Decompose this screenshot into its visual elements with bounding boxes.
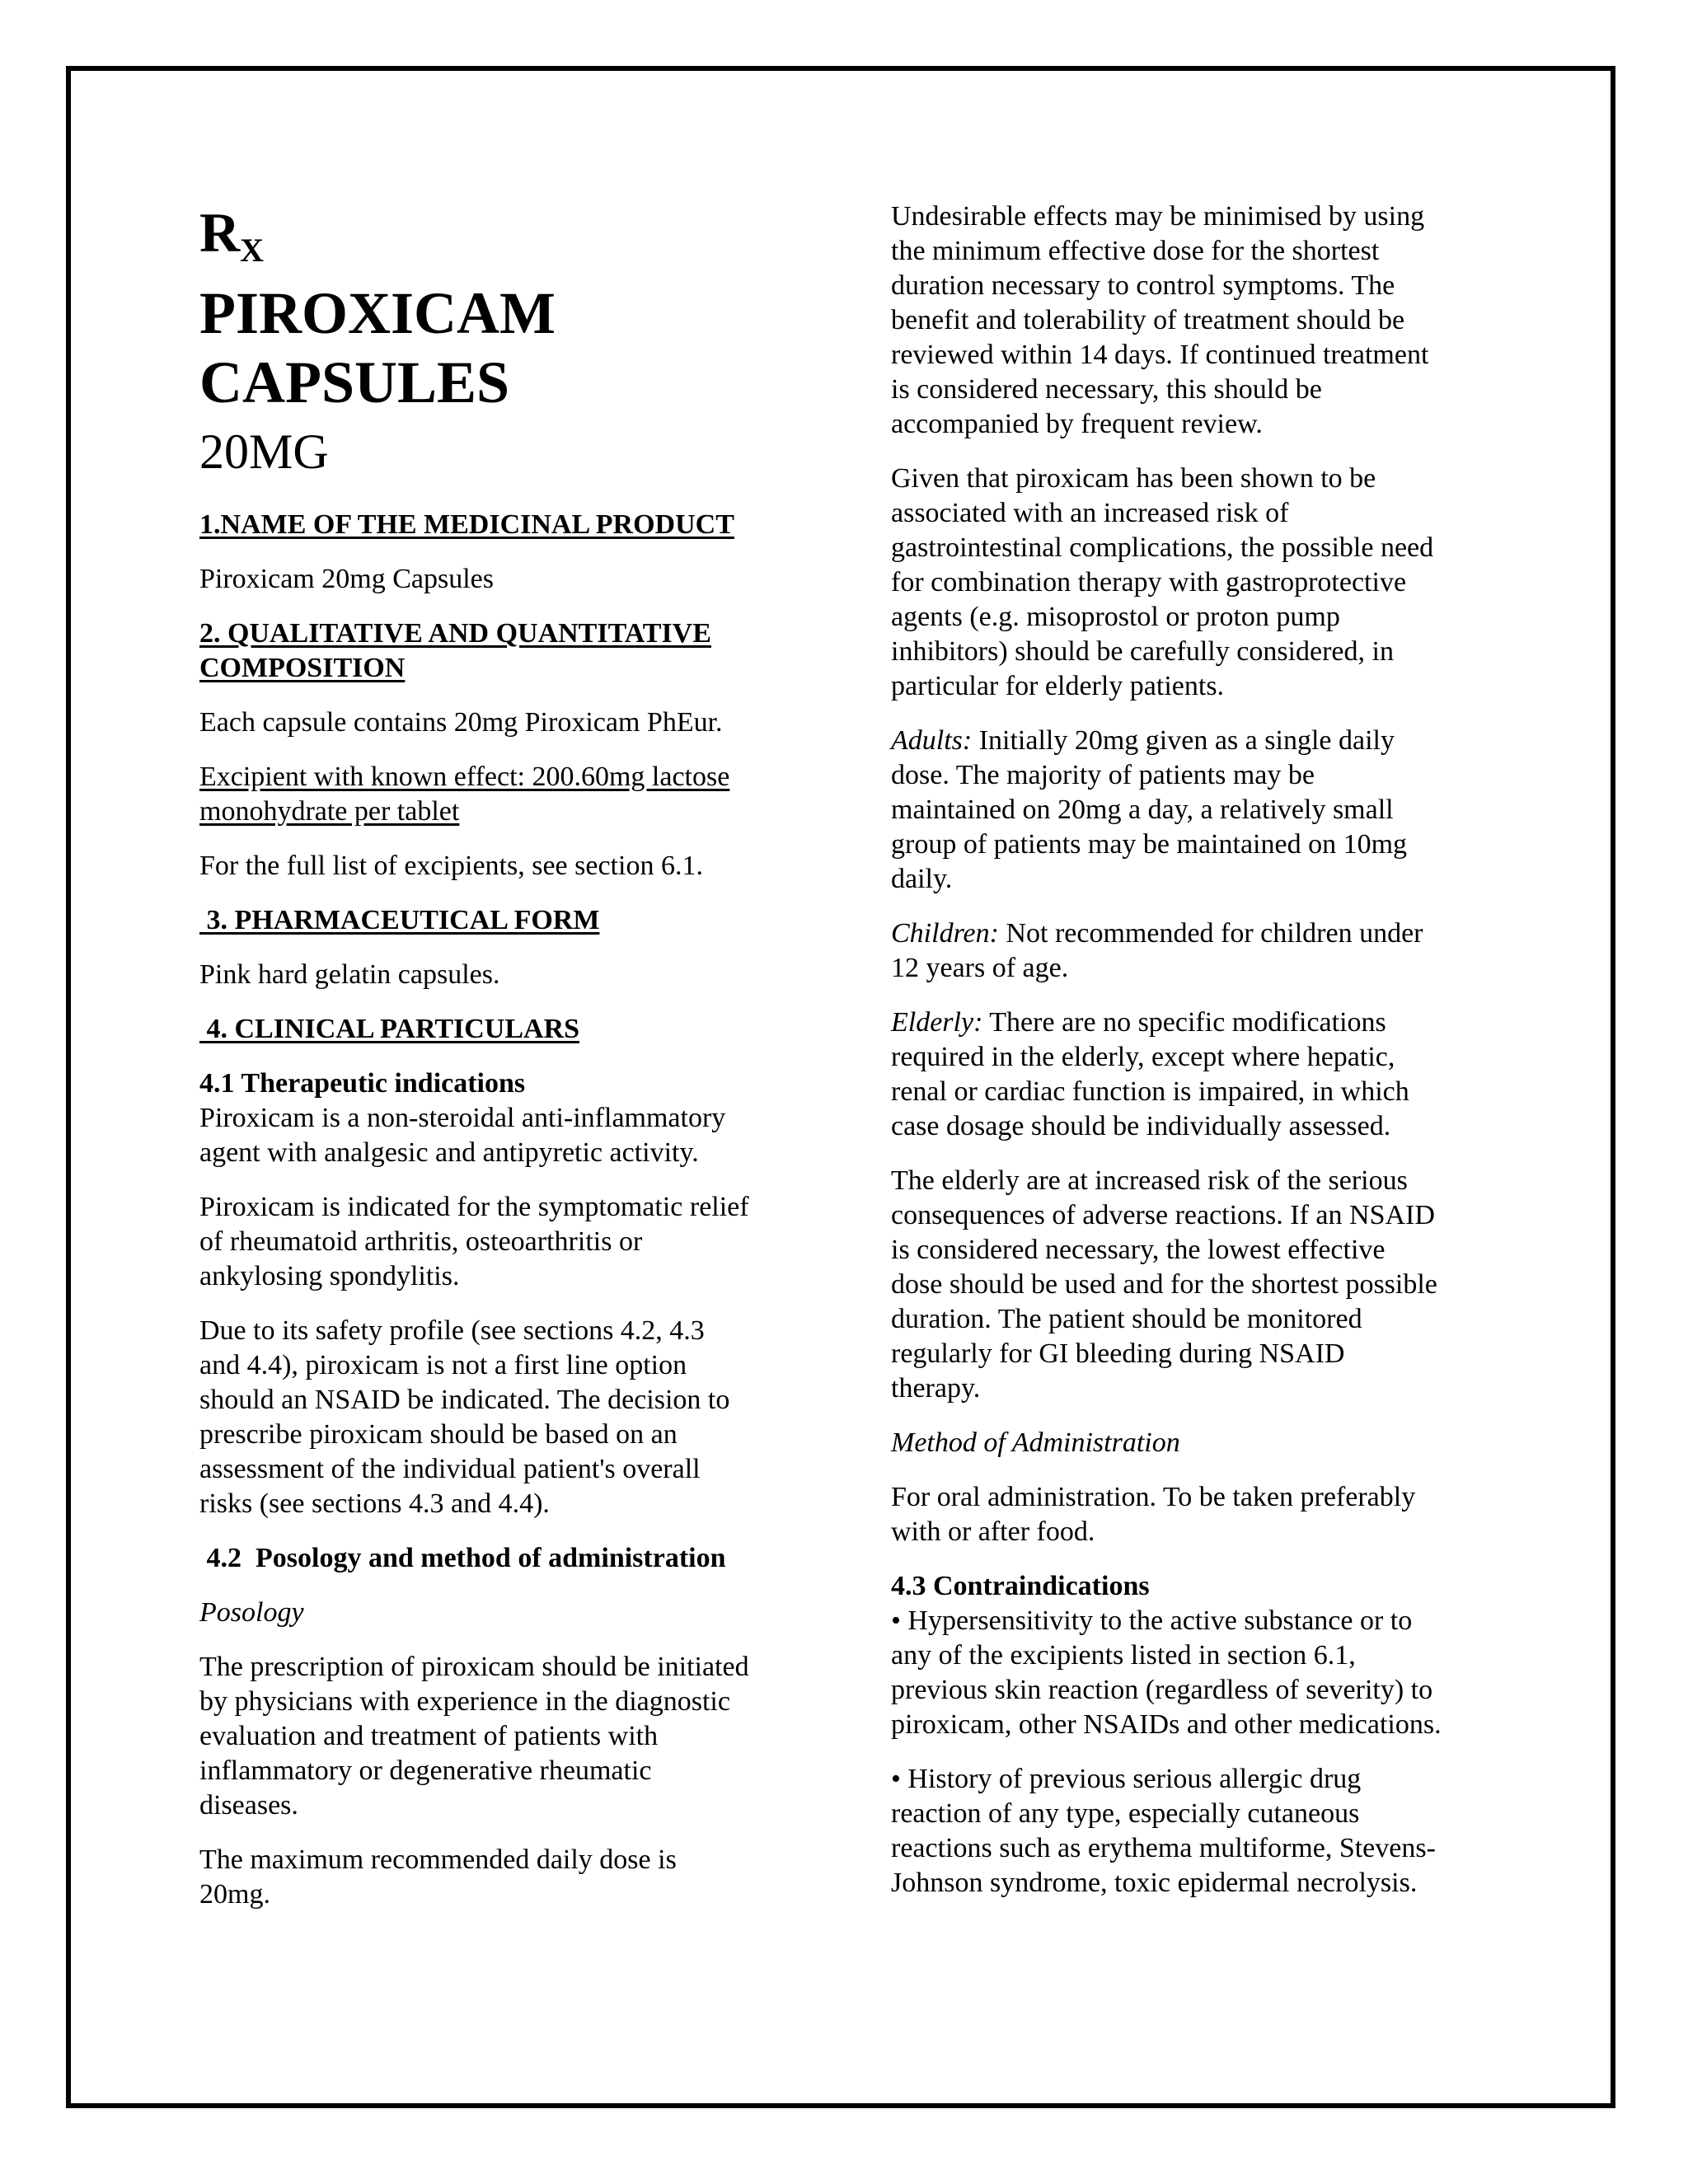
- posology-p1-line-4: inflammatory or degenerative rheumatic: [199, 1755, 652, 1786]
- adults-line-3: maintained on 20mg a day, a relatively small: [891, 794, 1394, 825]
- rx-sub: X: [240, 232, 264, 269]
- method-line-2: with or after food.: [891, 1516, 1095, 1547]
- children-line-1: [891, 916, 1423, 951]
- s41-p2-line-1: Piroxicam is indicated for the symptomatic relief: [199, 1192, 749, 1222]
- posology-p2-line-2: 20mg.: [199, 1879, 270, 1910]
- title-line-1: PIROXICAM: [199, 280, 556, 346]
- section-1-text: Piroxicam 20mg Capsules: [199, 564, 494, 594]
- elderly-risk-line-5: duration. The patient should be monitored: [891, 1304, 1362, 1334]
- elderly-risk-line-3: is considered necessary, the lowest effective: [891, 1235, 1386, 1265]
- bullet-1-line-2: any of the excipients listed in section 6.1,: [891, 1640, 1356, 1671]
- s41-p1-line-1: Piroxicam is a non-steroidal anti-inflammatory: [199, 1103, 726, 1133]
- elderly-risk-line-2: consequences of adverse reactions. If an NSAID: [891, 1200, 1435, 1230]
- r-p1-line-6: is considered necessary, this should be: [891, 374, 1322, 405]
- section-4-1-heading: 4.1 Therapeutic indications: [199, 1068, 526, 1099]
- r-p2-line-2: associated with an increased risk of: [891, 498, 1289, 528]
- full-list-text: For the full list of excipients, see section 6.1.: [199, 851, 703, 881]
- elderly-risk-line-1: The elderly are at increased risk of the serious: [891, 1165, 1408, 1196]
- r-p1-line-5: reviewed within 14 days. If continued treatment: [891, 340, 1429, 370]
- adults-line-1: [891, 724, 1395, 758]
- s41-p3-line-2: and 4.4), piroxicam is not a first line option: [199, 1350, 687, 1380]
- excipient-line-2: monohydrate per tablet: [199, 796, 460, 827]
- r-p1-line-4: benefit and tolerability of treatment should be: [891, 305, 1405, 335]
- s41-p3-line-3: should an NSAID be indicated. The decision to: [199, 1385, 730, 1415]
- s41-p3-line-5: assessment of the individual patient's overall: [199, 1454, 701, 1484]
- elderly-line-2: required in the elderly, except where hepatic,: [891, 1042, 1395, 1072]
- s41-p3-line-4: prescribe piroxicam should be based on an: [199, 1419, 678, 1450]
- s41-p1-line-2: agent with analgesic and antipyretic activity.: [199, 1137, 699, 1168]
- children-text: Not recommended for children under: [998, 918, 1423, 949]
- bullet-2-line-1: • History of previous serious allergic drug: [891, 1764, 1362, 1794]
- adults-text: Initially 20mg given as a single daily: [972, 725, 1395, 756]
- product-strength: 20MG: [199, 424, 329, 479]
- bullet-2-line-4: Johnson syndrome, toxic epidermal necrolysis.: [891, 1868, 1418, 1898]
- elderly-line-4: case dosage should be individually assessed.: [891, 1111, 1391, 1141]
- posology-p1-line-3: evaluation and treatment of patients with: [199, 1721, 659, 1751]
- elderly-line-1: [891, 1005, 1386, 1040]
- section-2-heading-line-2: COMPOSITION: [199, 653, 406, 683]
- r-p1-line-1: Undesirable effects may be minimised by using: [891, 201, 1425, 232]
- rx-main: R: [199, 201, 241, 264]
- r-p2-line-3: gastrointestinal complications, the possible need: [891, 532, 1434, 563]
- s41-p3-line-1: Due to its safety profile (see sections 4.2, 4.3: [199, 1315, 705, 1346]
- bullet-2-line-3: reactions such as erythema multiforme, Stevens-: [891, 1833, 1436, 1863]
- adults-line-5: daily.: [891, 864, 953, 894]
- section-1-heading: 1.NAME OF THE MEDICINAL PRODUCT: [199, 509, 734, 540]
- s41-p3-line-6: risks (see sections 4.3 and 4.4).: [199, 1488, 550, 1519]
- section-2-heading-line-1: 2. QUALITATIVE AND QUANTITATIVE: [199, 618, 711, 649]
- title-line-2: CAPSULES: [199, 349, 510, 415]
- section-3-heading: 3. PHARMACEUTICAL FORM: [199, 905, 600, 935]
- posology-label: Posology: [199, 1597, 304, 1628]
- elderly-risk-line-4: dose should be used and for the shortest possible: [891, 1269, 1437, 1300]
- bullet-1-line-1: • Hypersensitivity to the active substance or to: [891, 1605, 1413, 1636]
- children-line-2: 12 years of age.: [891, 953, 1069, 983]
- method-of-administration-label: Method of Administration: [891, 1427, 1180, 1458]
- adults-label: Adults:: [891, 725, 973, 756]
- elderly-label: Elderly:: [891, 1007, 983, 1038]
- section-3-text: Pink hard gelatin capsules.: [199, 959, 500, 990]
- method-line-1: For oral administration. To be taken preferably: [891, 1482, 1416, 1512]
- product-title: [199, 279, 556, 417]
- r-p2-line-1: Given that piroxicam has been shown to be: [891, 463, 1376, 494]
- r-p2-line-6: inhibitors) should be carefully considered, in: [891, 636, 1394, 667]
- bullet-1-line-4: piroxicam, other NSAIDs and other medications.: [891, 1709, 1442, 1740]
- r-p2-line-4: for combination therapy with gastroprotective: [891, 567, 1407, 598]
- r-p1-line-2: the minimum effective dose for the shortest: [891, 236, 1380, 266]
- section-4-heading: 4. CLINICAL PARTICULARS: [199, 1014, 580, 1044]
- r-p2-line-7: particular for elderly patients.: [891, 671, 1225, 701]
- children-label: Children:: [891, 918, 999, 949]
- elderly-risk-line-6: regularly for GI bleeding during NSAID: [891, 1338, 1345, 1369]
- section-4-3-heading: 4.3 Contraindications: [891, 1571, 1150, 1601]
- s41-p2-line-3: ankylosing spondylitis.: [199, 1261, 460, 1291]
- posology-p1-line-5: diseases.: [199, 1790, 298, 1821]
- bullet-2-line-2: reaction of any type, especially cutaneous: [891, 1798, 1360, 1829]
- r-p1-line-7: accompanied by frequent review.: [891, 409, 1263, 439]
- posology-p2-line-1: The maximum recommended daily dose is: [199, 1844, 677, 1875]
- posology-p1-line-1: The prescription of piroxicam should be initiated: [199, 1652, 749, 1682]
- section-4-2-heading: 4.2 Posology and method of administration: [199, 1543, 726, 1573]
- r-p2-line-5: agents (e.g. misoprostol or proton pump: [891, 602, 1340, 632]
- excipient-line-1: Excipient with known effect: 200.60mg lactose: [199, 762, 730, 792]
- bullet-1-line-3: previous skin reaction (regardless of severity) to: [891, 1675, 1433, 1705]
- rx-symbol: [199, 201, 264, 269]
- adults-line-4: group of patients may be maintained on 10mg: [891, 829, 1408, 860]
- s41-p2-line-2: of rheumatoid arthritis, osteoarthritis or: [199, 1226, 643, 1257]
- elderly-text: There are no specific modifications: [982, 1007, 1386, 1038]
- section-2-text: Each capsule contains 20mg Piroxicam PhEur.: [199, 707, 723, 738]
- elderly-line-3: renal or cardiac function is impaired, in which: [891, 1076, 1409, 1107]
- adults-line-2: dose. The majority of patients may be: [891, 760, 1315, 790]
- posology-p1-line-2: by physicians with experience in the diagnostic: [199, 1686, 730, 1717]
- r-p1-line-3: duration necessary to control symptoms. The: [891, 270, 1395, 301]
- elderly-risk-line-7: therapy.: [891, 1373, 981, 1404]
